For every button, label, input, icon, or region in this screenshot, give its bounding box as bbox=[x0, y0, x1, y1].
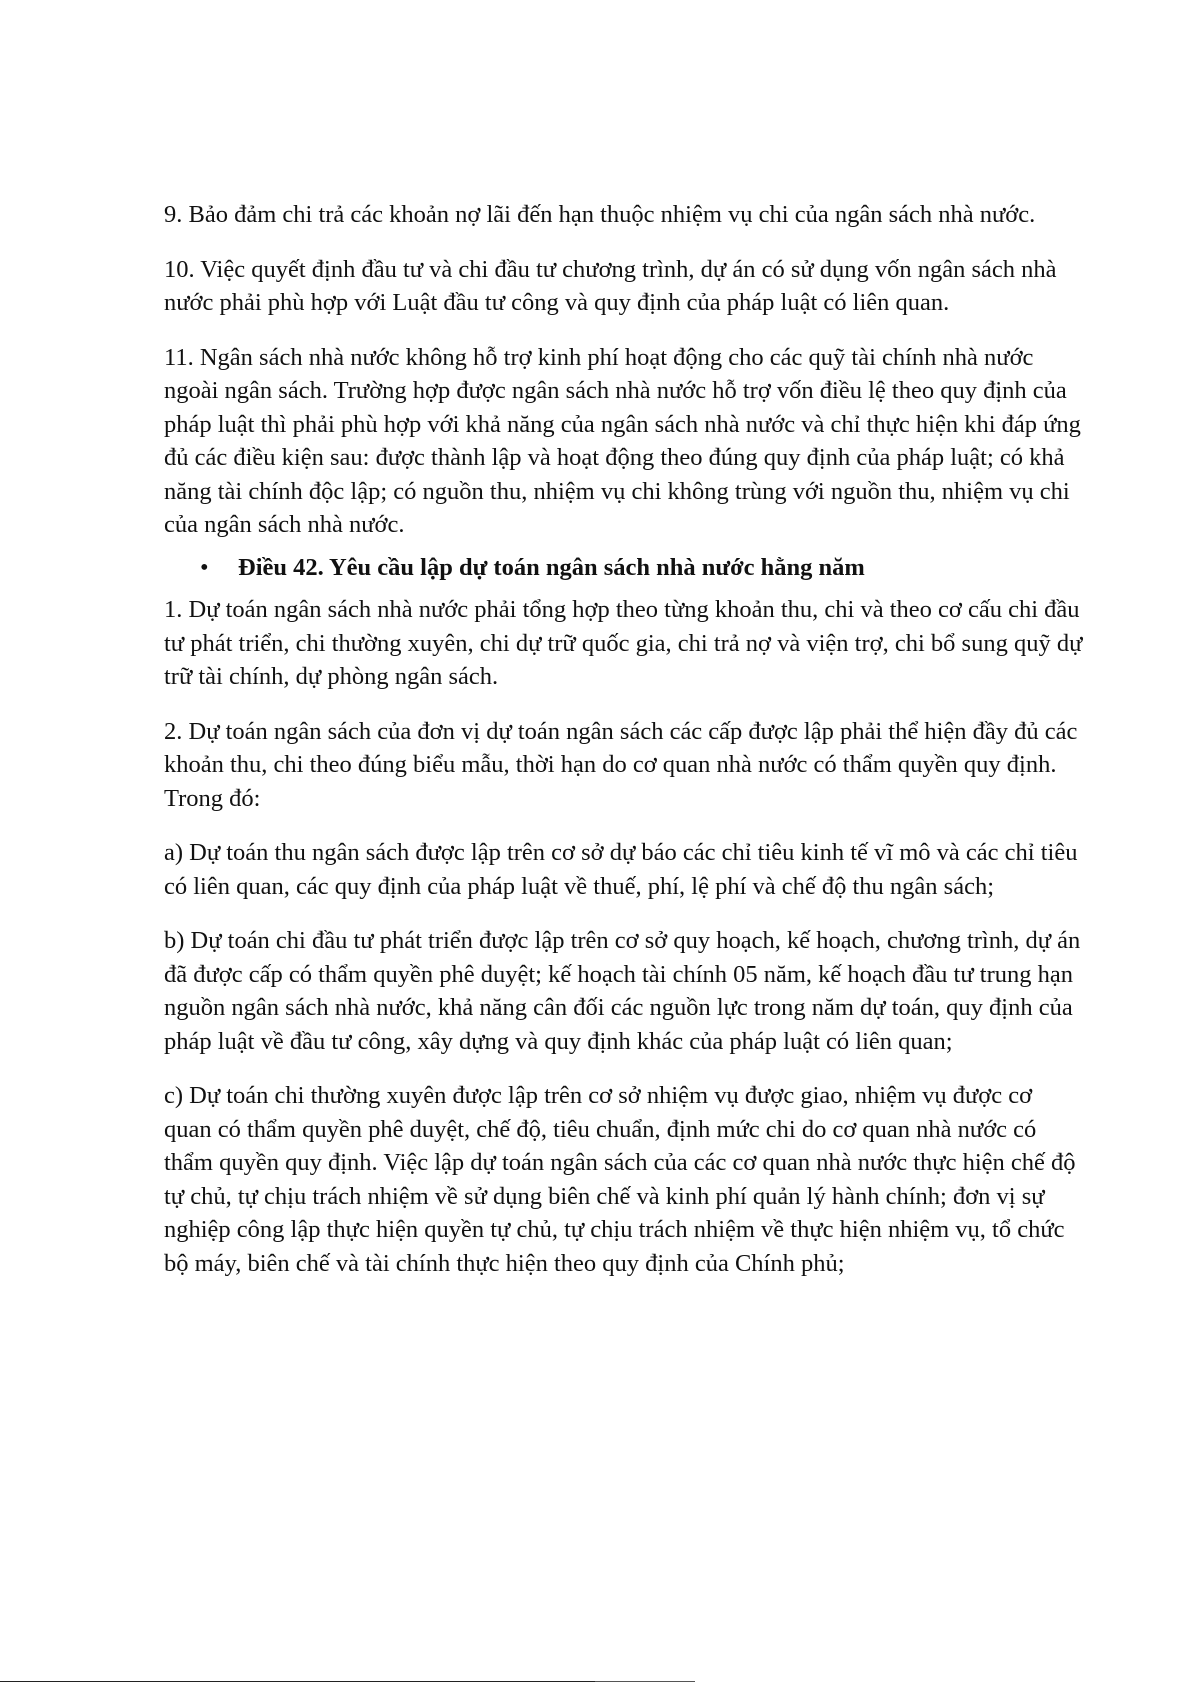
article-42-point-a: a) Dự toán thu ngân sách được lập trên cơ sở dự báo các chỉ tiêu kinh tế vĩ mô và các chỉ tiêu có liên quan, các quy định của pháp luật về thuế, phí, lệ phí và chế độ thu ngân sách; bbox=[164, 839, 1078, 900]
article-42-title: Điều 42. Yêu cầu lập dự toán ngân sách nhà nước hằng năm bbox=[238, 553, 865, 581]
footer-divider-secondary bbox=[595, 1681, 695, 1682]
clause-10: 10. Việc quyết định đầu tư và chi đầu tư chương trình, dự án có sử dụng vốn ngân sách nhà nước phải phù hợp với Luật đầu tư công và quy định của pháp luật có liên quan. bbox=[164, 255, 1057, 316]
article-42-heading bbox=[164, 551, 1084, 585]
article-42-clause-2: 2. Dự toán ngân sách của đơn vị dự toán ngân sách các cấp được lập phải thể hiện đầy đủ các khoản thu, chi theo đúng biểu mẫu, thời hạn do cơ quan nhà nước có thẩm quyền quy định. Trong đó: bbox=[164, 717, 1078, 812]
clause-11: 11. Ngân sách nhà nước không hỗ trợ kinh phí hoạt động cho các quỹ tài chính nhà nước ngoài ngân sách. Trường hợp được ngân sách nhà nước hỗ trợ vốn điều lệ theo quy định của pháp luật thì phải phù hợp với khả năng của ngân sách nhà nước và chỉ thực hiện khi đáp ứng đủ các điều kiện sau: được thành lập và hoạt động theo đúng quy định của pháp luật; có khả năng tài chính độc lập; có nguồn thu, nhiệm vụ chi không trùng với nguồn thu, nhiệm vụ chi của ngân sách nhà nước. bbox=[164, 343, 1081, 538]
footer-divider bbox=[0, 1681, 595, 1682]
clause-9: 9. Bảo đảm chi trả các khoản nợ lãi đến hạn thuộc nhiệm vụ chi của ngân sách nhà nước. bbox=[164, 201, 1036, 228]
article-42-point-c: c) Dự toán chi thường xuyên được lập trên cơ sở nhiệm vụ được giao, nhiệm vụ được cơ quan có thẩm quyền phê duyệt, chế độ, tiêu chuẩn, định mức chi do cơ quan nhà nước có thẩm quyền quy định. Việc lập dự toán ngân sách của các cơ quan nhà nước thực hiện chế độ tự chủ, tự chịu trách nhiệm về sử dụng biên chế và kinh phí quản lý hành chính; đơn vị sự nghiệp công lập thực hiện quyền tự chủ, tự chịu trách nhiệm về thực hiện nhiệm vụ, tổ chức bộ máy, biên chế và tài chính thực hiện theo quy định của Chính phủ; bbox=[164, 1082, 1076, 1277]
bullet-icon: • bbox=[200, 553, 209, 581]
document-page bbox=[164, 198, 1084, 1280]
article-42-point-b: b) Dự toán chi đầu tư phát triển được lập trên cơ sở quy hoạch, kế hoạch, chương trình, dự án đã được cấp có thẩm quyền phê duyệt; kế hoạch tài chính 05 năm, kế hoạch đầu tư trung hạn nguồn ngân sách nhà nước, khả năng cân đối các nguồn lực trong năm dự toán, quy định của pháp luật về đầu tư công, xây dựng và quy định khác của pháp luật có liên quan; bbox=[164, 927, 1081, 1055]
article-42-clause-1: 1. Dự toán ngân sách nhà nước phải tổng hợp theo từng khoản thu, chi và theo cơ cấu chi đầu tư phát triển, chi thường xuyên, chi dự trữ quốc gia, chi trả nợ và viện trợ, chi bổ sung quỹ dự trữ tài chính, dự phòng ngân sách. bbox=[164, 596, 1083, 690]
